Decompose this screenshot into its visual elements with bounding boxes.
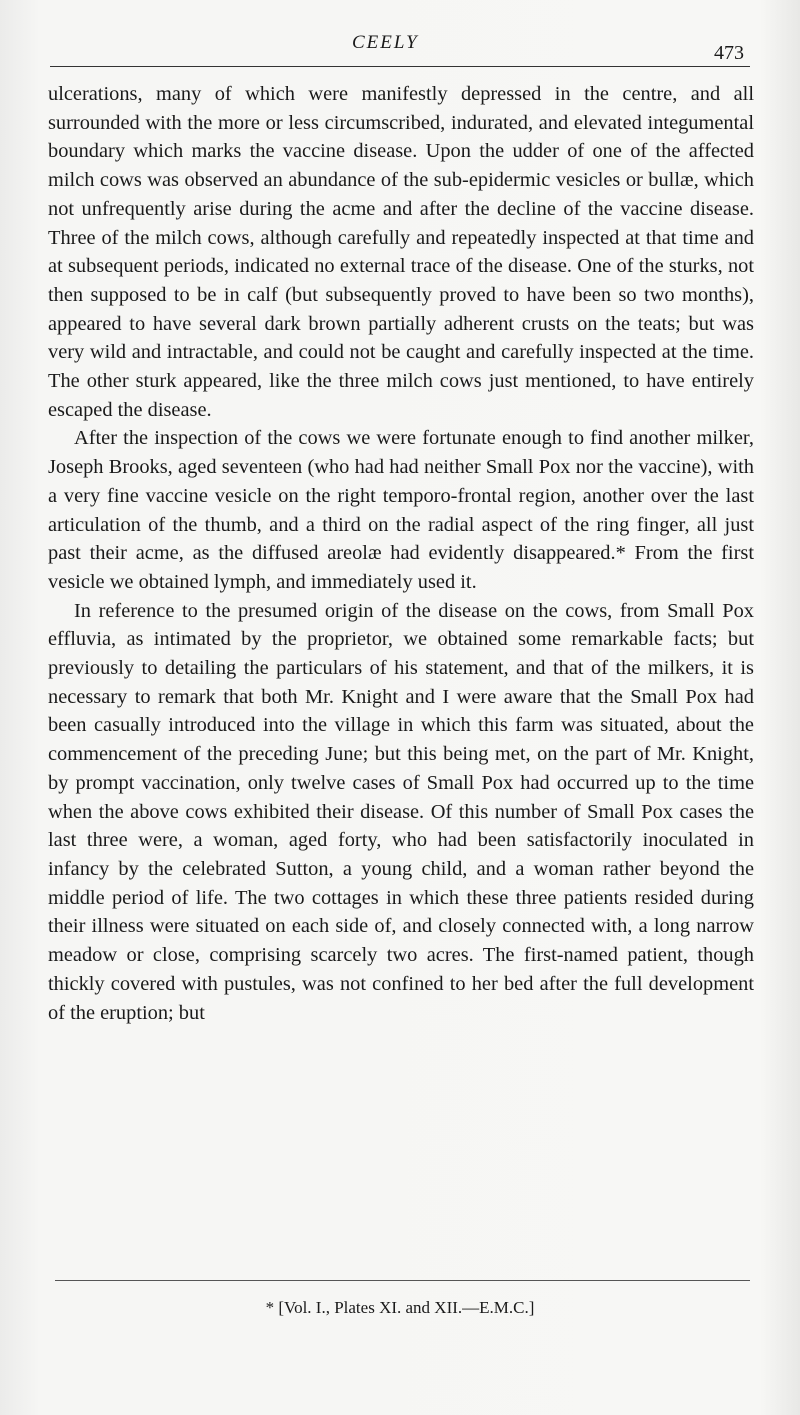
paragraph-inspection: After the inspection of the cows we were fortunate enough to find another milker, Joseph Brooks, aged seventeen (who had had neither Small Pox nor the vaccine), with a very fine vaccine vesicle on the right temporo-frontal region, another over the last articulation of the thumb, and a third on the radial aspect of the ring finger, all just past their acme, as the diffused areolæ had evidently disappeared.* From the first vesicle we obtained lymph, and immediately used it. (48, 427, 754, 593)
header-rule (50, 66, 750, 67)
footnote: * [Vol. I., Plates XI. and XII.—E.M.C.] (265, 1298, 535, 1317)
page-number: 473 (714, 42, 744, 64)
body-text (48, 80, 754, 1027)
running-head (0, 30, 800, 64)
paragraph-origin: In reference to the presumed origin of the disease on the cows, from Small Pox effluvia, as intimated by the proprietor, we obtained some remarkable facts; but previously to detailing the particulars of his statement, and that of the milkers, it is necessary to remark that both Mr. Knight and I were aware that the Small Pox had been casually introduced into the village in which this farm was situated, about the commencement of the preceding June; but this being met, on the part of Mr. Knight, by prompt vaccination, only twelve cases of Small Pox had occurred up to the time when the above cows exhibited their disease. Of this number of Small Pox cases the last three were, a woman, aged forty, who had been satisfactorily inoculated in infancy by the celebrated Sutton, a young child, and a woman rather beyond the middle period of life. The two cottages in which these three patients resided during their illness were situated on each side of, and closely connected with, a long narrow meadow or close, comprising scarcely two acres. The first-named patient, though thickly covered with pustules, was not confined to her bed after the full development of the eruption; but (48, 599, 754, 1024)
footnote-rule (55, 1280, 750, 1281)
paragraph-continuation: ulcerations, many of which were manifestly depressed in the centre, and all surrounded with the more or less circumscribed, indurated, and elevated integumental boundary which marks the vaccine disease. Upon the udder of one of the affected milch cows was observed an abundance of the sub-epidermic vesicles or bullæ, which not unfrequently arise during the acme and after the decline of the vaccine disease. Three of the milch cows, although carefully and repeatedly inspected at that time and at subsequent periods, indicated no external trace of the disease. One of the sturks, not then supposed to be in calf (but subsequently proved to have been so two months), appeared to have several dark brown partially adherent crusts on the teats; but was very wild and intractable, and could not be caught and carefully inspected at the time. The other sturk appeared, like the three milch cows just mentioned, to have entirely escaped the disease. (48, 83, 754, 421)
running-title: CEELY (352, 32, 419, 53)
